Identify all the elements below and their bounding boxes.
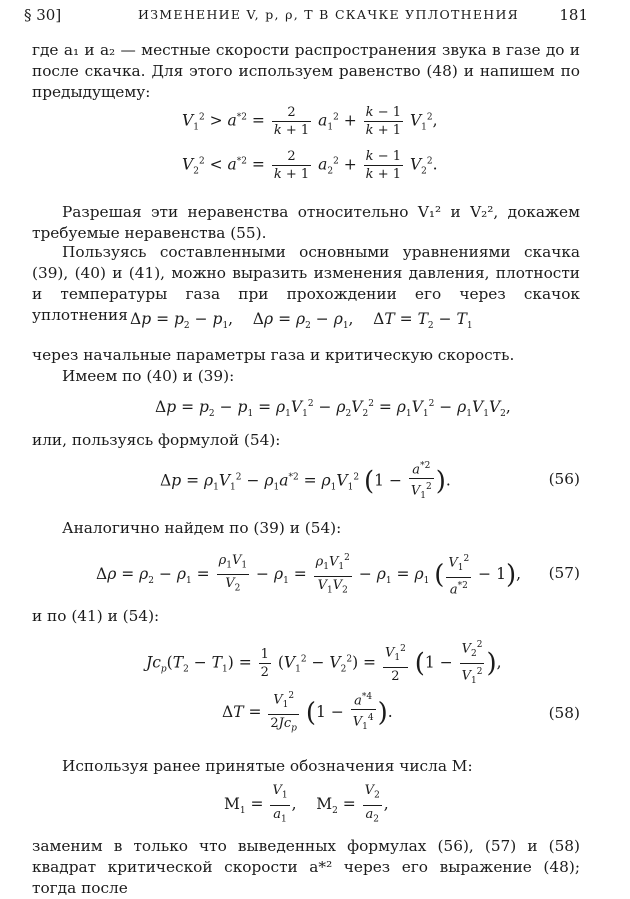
paragraph-7: Аналогично найдем по (39) и (54): (62, 519, 342, 537)
paragraph-5: Имеем по (40) и (39): (62, 367, 235, 385)
equation-number-56: (56) (548, 470, 580, 488)
formula-58: ΔT = $\frac{V_1^2}{2Jc_p}$ (1 − $\frac{a^{*4}}{V_1^4}$ ). (222, 688, 393, 738)
paragraph-9: Используя ранее принятые обозначения числа M: (62, 757, 473, 775)
paragraph-3: Пользуясь составленными основными уравнениями скачка (39), (40) и (41), можно выразить изменения давления, плотности и температуры газа при прохождении его через скачок уплотнения (32, 243, 580, 324)
formula-delta-p-1: $\Delta p = p_2 - p_1 = \rho_1V_1^2 - \rho_2V_2^2 = \rho_1V_1^2 - \rho_1V_1V_2$, (155, 398, 511, 420)
formula-57: $\Delta\rho = \rho_2 - \rho_1$ = $\frac{\rho_1V_1}{V_2}$ − $\rho_1$ = $\frac{\rho_1V_1^2}{V_1V_2}$ − $\rho_1 = \rho_1$ ( $\frac{V_1^2}{a^{*2}}$ − 1), (96, 550, 521, 600)
formula-energy: $Jc_p(T_2 - T_1)$ = $\frac{1}{2}$ $(V_1^2 - V_2^2)$ = $\frac{V_1^2}{2}$ (1 − $\frac{V_2^2}{V_1^2}$ ), (146, 637, 502, 690)
header-title: ИЗМЕНЕНИЕ V, p, ρ, T В СКАЧКЕ УПЛОТНЕНИЯ (138, 7, 520, 22)
equation-number-57: (57) (548, 564, 580, 582)
formula-mach: $M_1$ = $\frac{V_1}{a_1}$ , $M_2$ = $\frac{V_2}{a_2}$ , (224, 783, 389, 825)
formula-56: $\Delta p = \rho_1V_1^2 - \rho_1a^{*2} = \rho_1V_1^2$ (1 − $\frac{a^{*2}}{V_1^2}$ ). (160, 458, 451, 505)
inequality-1: $V_1^2 > a^{*2}$ = $\frac{2}{k + 1}$ $a_1^2$ + $\frac{k - 1}{k + 1}$ $V_1^2$, (182, 105, 438, 138)
section-number: § 30] (24, 6, 62, 24)
paragraph-1: где a₁ и a₂ — местные скорости распространения звука в газе до и после скачка. Для этого используем равенство (48) и напишем по предыдущему: (32, 41, 580, 101)
page-number: 181 (559, 6, 588, 24)
equation-number-58: (58) (548, 704, 580, 722)
formula-differences: $\Delta p = p_2 - p_1$, $\Delta\rho = \rho_2 - \rho_1$, $\Delta T = T_2 - T_1$ (130, 310, 473, 332)
paragraph-2: Разрешая эти неравенства относительно V₁² и V₂², докажем требуемые неравенства (55). (32, 203, 580, 242)
paragraph-6: или, пользуясь формулой (54): (32, 431, 281, 449)
paragraph-8: и по (41) и (54): (32, 607, 160, 625)
paragraph-4: через начальные параметры газа и критическую скорость. (32, 346, 515, 364)
paragraph-10: заменим в только что выведенных формулах (56), (57) и (58) квадрат критической скорости a*² через его выражение (48); тогда после (32, 837, 580, 897)
inequality-2: $V_2^2 < a^{*2}$ = $\frac{2}{k + 1}$ $a_2^2$ + $\frac{k - 1}{k + 1}$ $V_2^2$. (182, 149, 438, 182)
running-header (24, 6, 588, 28)
